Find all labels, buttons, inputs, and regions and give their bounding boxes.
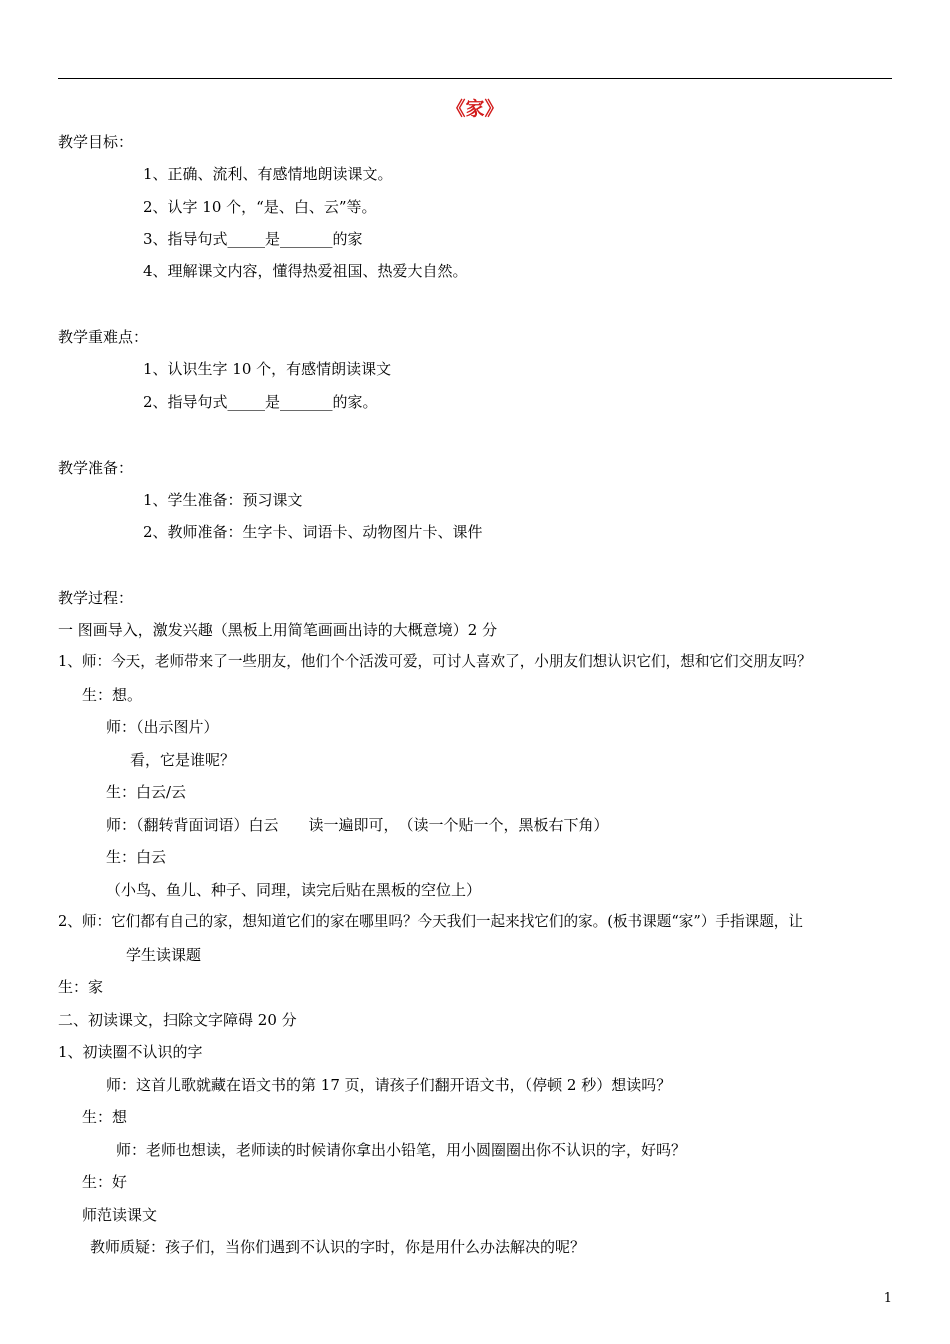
process-line: 师：（翻转背面词语）白云 读一遍即可， （读一个贴一个，黑板右下角）: [106, 816, 609, 834]
process-heading: 教学过程：: [58, 589, 134, 607]
process-line: 生：白云: [106, 848, 167, 866]
goal-item: 4、理解课文内容，懂得热爱祖国、热爱大自然。: [143, 262, 468, 280]
goals-heading: 教学目标：: [58, 133, 134, 151]
preparation-item: 2、教师准备：生字卡、词语卡、动物图片卡、课件: [143, 523, 483, 541]
header-rule: [58, 78, 892, 79]
goal-item: 1、正确、流利、有感情地朗读课文。: [143, 165, 393, 183]
process-line: 二、初读课文，扫除文字障碍 20 分: [58, 1011, 297, 1029]
process-line: 生：白云/云: [106, 783, 187, 801]
process-line: 2、师：它们都有自己的家，想知道它们的家在哪里吗？今天我们一起来找它们的家。(板书课题“家”）手指课题，让: [58, 913, 803, 930]
process-line: 1、师：今天，老师带来了一些朋友，他们个个活泼可爱，可讨人喜欢了，小朋友们想认识它们，想和它们交朋友吗？: [58, 653, 812, 670]
process-line: 生：想: [82, 1108, 128, 1126]
document-title: 《家》: [446, 98, 504, 120]
process-line: 教师质疑：孩子们，当你们遇到不认识的字时，你是用什么办法解决的呢？: [90, 1238, 586, 1256]
process-line: 生：想。: [82, 686, 143, 704]
goal-item: 2、认字 10 个，“是、白、云”等。: [143, 198, 377, 216]
process-line: （小鸟、鱼儿、种子、同理，读完后贴在黑板的空位上）: [106, 881, 482, 899]
process-line: 生：好: [82, 1173, 128, 1191]
key-point-item: 1、认识生字 10 个，有感情朗读课文: [143, 360, 392, 378]
preparation-heading: 教学准备：: [58, 459, 134, 477]
process-line: 师范读课文: [82, 1206, 158, 1224]
process-line: 一 图画导入，激发兴趣（黑板上用简笔画画出诗的大概意境）2 分: [58, 621, 498, 639]
process-line: 师：这首儿歌就藏在语文书的第 17 页，请孩子们翻开语文书，（停顿 2 秒）想读吗？: [106, 1076, 672, 1094]
process-line: 生：家: [58, 978, 104, 996]
preparation-item: 1、学生准备：预习课文: [143, 491, 303, 509]
goal-item: 3、指导句式_____是_______的家: [143, 230, 363, 248]
process-line: 师：（出示图片）: [106, 718, 219, 736]
process-line: 师：老师也想读，老师读的时候请你拿出小铅笔，用小圆圈圈出你不认识的字，好吗？: [116, 1141, 687, 1159]
key-point-item: 2、指导句式_____是_______的家。: [143, 393, 378, 411]
process-line: 学生读课题: [126, 946, 202, 964]
page-number: 1: [883, 1291, 892, 1306]
process-line: 看，它是谁呢？: [130, 751, 236, 769]
process-line: 1、初读圈不认识的字: [58, 1043, 203, 1061]
key-points-heading: 教学重难点：: [58, 328, 149, 346]
